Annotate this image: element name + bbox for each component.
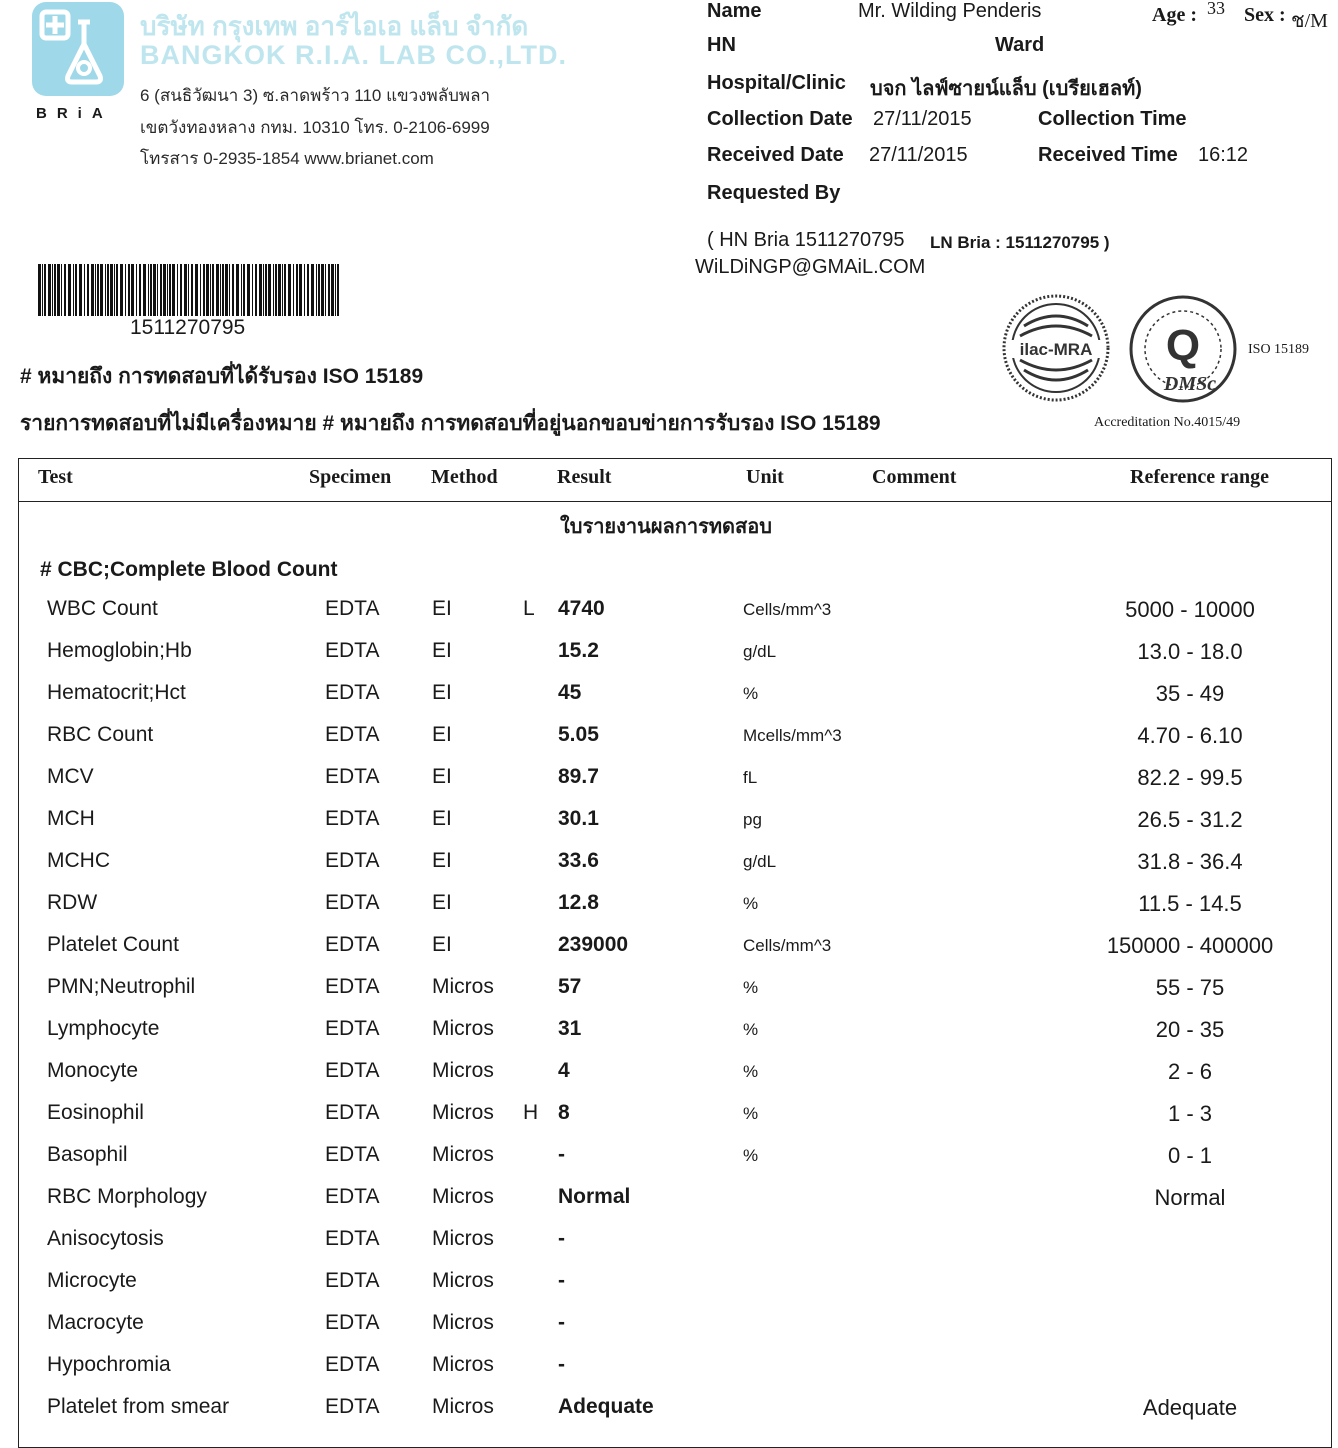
barcode-bar bbox=[311, 264, 314, 316]
reference-range: 82.2 - 99.5 bbox=[1137, 765, 1243, 790]
barcode-bar bbox=[273, 264, 274, 316]
iso-label: ISO 15189 bbox=[1248, 342, 1310, 357]
barcode-bar bbox=[243, 264, 245, 316]
age-label: Age : bbox=[1152, 4, 1197, 26]
specimen: EDTA bbox=[325, 1059, 380, 1082]
specimen: EDTA bbox=[325, 1269, 380, 1292]
barcode-bar bbox=[52, 264, 53, 316]
collection-date-value: 27/11/2015 bbox=[873, 108, 972, 130]
method: EI bbox=[432, 723, 452, 746]
barcode-bar bbox=[188, 264, 189, 316]
barcode-bar bbox=[206, 264, 209, 316]
barcode-bar bbox=[95, 264, 96, 316]
col-header-unit: Unit bbox=[746, 466, 784, 488]
dms-quality-seal bbox=[1128, 294, 1238, 404]
result-value: 31 bbox=[558, 1017, 582, 1040]
barcode-bar bbox=[293, 264, 294, 316]
flask-cross-icon bbox=[32, 2, 124, 96]
collection-date-label: Collection Date bbox=[707, 108, 853, 130]
test-name: PMN;Neutrophil bbox=[47, 975, 196, 998]
reference-range: 31.8 - 36.4 bbox=[1137, 849, 1243, 874]
reference-range: 2 - 6 bbox=[1167, 1059, 1213, 1084]
barcode-bar bbox=[325, 264, 326, 316]
test-name: RBC Morphology bbox=[47, 1185, 207, 1208]
table-row bbox=[0, 1269, 1338, 1311]
specimen: EDTA bbox=[325, 681, 380, 704]
table-row bbox=[0, 891, 1338, 933]
barcode-bar bbox=[180, 264, 182, 316]
barcode-bar bbox=[100, 264, 103, 316]
reference-range: Adequate bbox=[1142, 1395, 1238, 1420]
col-header-test: Test bbox=[38, 466, 73, 488]
accreditation-note-2: รายการทดสอบที่ไม่มีเครื่องหมาย # หมายถึง การทดสอบที่อยู่นอกขอบข่ายการรับรอง ISO 15189 bbox=[20, 412, 881, 435]
lab-address-line-3: โทรสาร 0-2935-1854 www.brianet.com bbox=[140, 149, 434, 168]
test-name: Eosinophil bbox=[47, 1101, 144, 1124]
col-header-comment: Comment bbox=[872, 466, 957, 488]
hospital-label: Hospital/Clinic bbox=[707, 72, 846, 94]
method: Micros bbox=[432, 1353, 494, 1376]
barcode-bar bbox=[265, 264, 267, 316]
barcode-bar bbox=[54, 264, 56, 316]
unit: % bbox=[743, 1020, 759, 1039]
age-value: 33 bbox=[1207, 0, 1225, 18]
barcode-bar bbox=[282, 264, 283, 316]
result-value: 15.2 bbox=[558, 639, 599, 662]
barcode-bar bbox=[321, 264, 324, 316]
barcode-bar bbox=[143, 264, 146, 316]
barcode-bar bbox=[200, 264, 201, 316]
reference-range: 11.5 - 14.5 bbox=[1138, 891, 1242, 916]
received-time-label: Received Time bbox=[1038, 144, 1178, 166]
unit: % bbox=[743, 1104, 759, 1123]
test-name: Microcyte bbox=[47, 1269, 137, 1292]
barcode-bar bbox=[252, 264, 253, 316]
ln-bria: LN Bria : 1511270795 ) bbox=[930, 233, 1110, 252]
result-value: - bbox=[558, 1143, 565, 1166]
table-row bbox=[0, 765, 1338, 807]
section-heading: # CBC;Complete Blood Count bbox=[40, 558, 338, 581]
lab-address-line-1: 6 (สนธิวัฒนา 3) ซ.ลาดพร้าว 110 แขวงพลับพลา bbox=[140, 86, 491, 105]
table-row bbox=[0, 1101, 1338, 1143]
test-name: Platelet from smear bbox=[47, 1395, 230, 1418]
barcode-bar bbox=[184, 264, 187, 316]
barcode-bar bbox=[304, 264, 305, 316]
table-row bbox=[0, 1143, 1338, 1185]
table-row bbox=[0, 681, 1338, 723]
test-name: Hemoglobin;Hb bbox=[47, 639, 192, 662]
barcode-bar bbox=[114, 264, 115, 316]
method: Micros bbox=[432, 1059, 494, 1082]
specimen: EDTA bbox=[325, 807, 380, 830]
table-row bbox=[0, 639, 1338, 681]
specimen: EDTA bbox=[325, 849, 380, 872]
result-value: - bbox=[558, 1353, 565, 1376]
barcode-bar bbox=[335, 264, 336, 316]
unit: pg bbox=[743, 810, 762, 829]
specimen: EDTA bbox=[325, 639, 380, 662]
reference-range: 5000 - 10000 bbox=[1125, 597, 1255, 622]
test-name: MCV bbox=[47, 765, 94, 788]
unit: Cells/mm^3 bbox=[743, 936, 832, 955]
method: EI bbox=[432, 639, 452, 662]
table-row bbox=[0, 1353, 1338, 1395]
barcode-bar bbox=[216, 264, 219, 316]
result-value: 4740 bbox=[558, 597, 605, 620]
barcode-bar bbox=[139, 264, 141, 316]
barcode-bar bbox=[307, 264, 309, 316]
barcode-bar bbox=[42, 264, 43, 316]
col-header-result: Result bbox=[557, 466, 612, 488]
table-header-divider bbox=[18, 501, 1332, 502]
barcode-bar bbox=[220, 264, 221, 316]
barcode-bar bbox=[191, 264, 193, 316]
barcode-bar bbox=[241, 264, 242, 316]
barcode-bar bbox=[337, 264, 339, 316]
unit: g/dL bbox=[743, 852, 777, 871]
barcode-bar bbox=[222, 264, 224, 316]
barcode-bar bbox=[148, 264, 149, 316]
unit: % bbox=[743, 684, 759, 703]
barcode-bar bbox=[61, 264, 62, 316]
col-header-specimen: Specimen bbox=[309, 466, 392, 488]
report-title: ใบรายงานผลการทดสอบ bbox=[560, 516, 772, 538]
result-flag: L bbox=[523, 597, 535, 620]
method: EI bbox=[432, 807, 452, 830]
specimen: EDTA bbox=[325, 1311, 380, 1334]
table-row bbox=[0, 975, 1338, 1017]
barcode-bar bbox=[210, 264, 211, 316]
barcode-bar bbox=[153, 264, 156, 316]
sex-label: Sex : bbox=[1244, 4, 1286, 26]
barcode-bar bbox=[225, 264, 228, 316]
result-value: 45 bbox=[558, 681, 582, 704]
reference-range: 35 - 49 bbox=[1155, 681, 1225, 706]
barcode-bar bbox=[212, 264, 214, 316]
specimen: EDTA bbox=[325, 1017, 380, 1040]
result-value: 239000 bbox=[558, 933, 629, 956]
barcode-bar bbox=[236, 264, 239, 316]
sex-value: ช/M bbox=[1291, 10, 1328, 32]
barcode-bar bbox=[232, 264, 234, 316]
barcode-bar bbox=[284, 264, 286, 316]
specimen: EDTA bbox=[325, 723, 380, 746]
table-row bbox=[0, 723, 1338, 765]
barcode-bar bbox=[160, 264, 162, 316]
patient-email: WiLDiNGP@GMAiL.COM bbox=[695, 256, 926, 278]
test-name: Platelet Count bbox=[47, 933, 179, 956]
test-name: WBC Count bbox=[47, 597, 158, 620]
barcode-bar bbox=[105, 264, 106, 316]
barcode-bar bbox=[288, 264, 291, 316]
table-row bbox=[0, 849, 1338, 891]
barcode-bar bbox=[299, 264, 302, 316]
barcode-bar bbox=[167, 264, 168, 316]
barcode-bar bbox=[275, 264, 277, 316]
barcode-bar bbox=[172, 264, 175, 316]
col-header-reference: Reference range bbox=[1130, 466, 1270, 488]
received-time-value: 16:12 bbox=[1198, 144, 1249, 166]
barcode-bar bbox=[57, 264, 60, 316]
unit: Cells/mm^3 bbox=[743, 600, 832, 619]
barcode-bar bbox=[259, 264, 262, 316]
result-value: 89.7 bbox=[558, 765, 599, 788]
patient-name: Mr. Wilding Penderis bbox=[858, 0, 1042, 22]
table-row bbox=[0, 1395, 1338, 1437]
barcode-bar bbox=[278, 264, 281, 316]
barcode-bar bbox=[163, 264, 166, 316]
hn-bria: ( HN Bria 1511270795 bbox=[707, 229, 905, 251]
barcode-bar bbox=[44, 264, 46, 316]
barcode-bar bbox=[107, 264, 109, 316]
lab-name-english: BANGKOK R.I.A. LAB CO.,LTD. bbox=[140, 40, 567, 70]
table-row bbox=[0, 1227, 1338, 1269]
barcode-bar bbox=[328, 264, 330, 316]
barcode-bar bbox=[79, 264, 82, 316]
lab-name-thai: บริษัท กรุงเทพ อาร์ไอเอ แล็บ จำกัด bbox=[140, 11, 529, 41]
barcode-bar bbox=[157, 264, 158, 316]
barcode-bar bbox=[229, 264, 230, 316]
result-value: 12.8 bbox=[558, 891, 599, 914]
method: EI bbox=[432, 765, 452, 788]
specimen: EDTA bbox=[325, 933, 380, 956]
dms-text: DMSc bbox=[1163, 373, 1217, 395]
result-value: - bbox=[558, 1227, 565, 1250]
method: EI bbox=[432, 891, 452, 914]
specimen: EDTA bbox=[325, 1101, 380, 1124]
test-name: Basophil bbox=[47, 1143, 128, 1166]
ilac-mra-seal bbox=[1002, 292, 1110, 404]
result-value: 33.6 bbox=[558, 849, 599, 872]
barcode-bar bbox=[110, 264, 113, 316]
test-name: Anisocytosis bbox=[47, 1227, 164, 1250]
barcode-bar bbox=[195, 264, 198, 316]
hn-label: HN bbox=[707, 34, 736, 56]
method: EI bbox=[432, 597, 452, 620]
result-value: Adequate bbox=[558, 1395, 654, 1418]
accreditation-number: Accreditation No.4015/49 bbox=[1094, 415, 1241, 430]
method: EI bbox=[432, 933, 452, 956]
specimen: EDTA bbox=[325, 1143, 380, 1166]
name-label: Name bbox=[707, 0, 762, 22]
reference-range: 150000 - 400000 bbox=[1106, 933, 1274, 958]
ilac-text: ilac-MRA bbox=[1019, 340, 1093, 359]
specimen-barcode bbox=[38, 264, 340, 316]
specimen: EDTA bbox=[325, 1185, 380, 1208]
unit: % bbox=[743, 894, 759, 913]
table-row bbox=[0, 807, 1338, 849]
ward-label: Ward bbox=[995, 34, 1045, 56]
accreditation-note-1: # หมายถึง การทดสอบที่ได้รับรอง ISO 15189 bbox=[20, 365, 424, 388]
specimen: EDTA bbox=[325, 765, 380, 788]
test-name: Lymphocyte bbox=[47, 1017, 160, 1040]
hospital-value: บจก ไลฟ์ซายน์แล็บ (เบรียเฮลท์) bbox=[870, 78, 1142, 100]
barcode-number: 1511270795 bbox=[130, 316, 246, 339]
unit: % bbox=[743, 978, 759, 997]
lab-address-line-2: เขตวังทองหลาง กทม. 10310 โทร. 0-2106-6999 bbox=[140, 118, 490, 137]
specimen: EDTA bbox=[325, 1353, 380, 1376]
unit: % bbox=[743, 1146, 759, 1165]
test-name: MCHC bbox=[47, 849, 110, 872]
test-name: RDW bbox=[47, 891, 98, 914]
reference-range: Normal bbox=[1154, 1185, 1226, 1210]
table-row bbox=[0, 1059, 1338, 1101]
method: Micros bbox=[432, 1269, 494, 1292]
barcode-bar bbox=[116, 264, 118, 316]
reference-range: 20 - 35 bbox=[1155, 1017, 1225, 1042]
barcode-bar bbox=[84, 264, 85, 316]
test-name: Hematocrit;Hct bbox=[47, 681, 186, 704]
reference-range: 55 - 75 bbox=[1155, 975, 1225, 1000]
table-row bbox=[0, 1185, 1338, 1227]
specimen: EDTA bbox=[325, 597, 380, 620]
table-row bbox=[0, 597, 1338, 639]
table-row bbox=[0, 1311, 1338, 1353]
method: EI bbox=[432, 849, 452, 872]
test-name: Monocyte bbox=[47, 1059, 139, 1082]
unit: g/dL bbox=[743, 642, 777, 661]
barcode-bar bbox=[169, 264, 171, 316]
method: Micros bbox=[432, 1017, 494, 1040]
barcode-bar bbox=[177, 264, 178, 316]
test-name: RBC Count bbox=[47, 723, 154, 746]
barcode-bar bbox=[120, 264, 123, 316]
reference-range: 13.0 - 18.0 bbox=[1137, 639, 1243, 664]
method: Micros bbox=[432, 1143, 494, 1166]
table-row bbox=[0, 1017, 1338, 1059]
unit: Mcells/mm^3 bbox=[743, 726, 842, 745]
method: Micros bbox=[432, 975, 494, 998]
test-name: Hypochromia bbox=[47, 1353, 171, 1376]
requested-by-label: Requested By bbox=[707, 182, 841, 204]
barcode-bar bbox=[91, 264, 94, 316]
method: Micros bbox=[432, 1395, 494, 1418]
test-name: MCH bbox=[47, 807, 95, 830]
barcode-bar bbox=[268, 264, 271, 316]
barcode-bar bbox=[64, 264, 66, 316]
result-flag: H bbox=[523, 1101, 539, 1124]
dms-q: Q bbox=[1165, 321, 1201, 370]
received-date-label: Received Date bbox=[707, 144, 844, 166]
barcode-bar bbox=[316, 264, 317, 316]
test-name: Macrocyte bbox=[47, 1311, 144, 1334]
barcode-bar bbox=[97, 264, 99, 316]
barcode-bar bbox=[203, 264, 205, 316]
unit: fL bbox=[743, 768, 758, 787]
reference-range: 0 - 1 bbox=[1167, 1143, 1213, 1168]
barcode-bar bbox=[318, 264, 320, 316]
reference-range: 1 - 3 bbox=[1167, 1101, 1213, 1126]
specimen: EDTA bbox=[325, 975, 380, 998]
result-value: 5.05 bbox=[558, 723, 599, 746]
barcode-bar bbox=[128, 264, 130, 316]
result-value: - bbox=[558, 1311, 565, 1334]
barcode-bar bbox=[136, 264, 137, 316]
result-value: 30.1 bbox=[558, 807, 599, 830]
result-value: 57 bbox=[558, 975, 582, 998]
method: EI bbox=[432, 681, 452, 704]
barcode-bar bbox=[296, 264, 298, 316]
barcode-bar bbox=[331, 264, 334, 316]
method: Micros bbox=[432, 1185, 494, 1208]
barcode-bar bbox=[131, 264, 134, 316]
method: Micros bbox=[432, 1227, 494, 1250]
method: Micros bbox=[432, 1101, 494, 1124]
result-value: 4 bbox=[558, 1059, 570, 1082]
barcode-bar bbox=[255, 264, 257, 316]
barcode-bar bbox=[75, 264, 77, 316]
col-header-method: Method bbox=[431, 466, 498, 488]
unit: % bbox=[743, 1062, 759, 1081]
specimen: EDTA bbox=[325, 1395, 380, 1418]
table-row bbox=[0, 933, 1338, 975]
specimen: EDTA bbox=[325, 1227, 380, 1250]
collection-time-label: Collection Time bbox=[1038, 108, 1187, 130]
barcode-bar bbox=[247, 264, 250, 316]
method: Micros bbox=[432, 1311, 494, 1334]
barcode-bar bbox=[87, 264, 89, 316]
barcode-bar bbox=[73, 264, 74, 316]
result-value: 8 bbox=[558, 1101, 570, 1124]
barcode-bar bbox=[38, 264, 41, 316]
result-value: - bbox=[558, 1269, 565, 1292]
received-date-value: 27/11/2015 bbox=[869, 144, 968, 166]
reference-range: 4.70 - 6.10 bbox=[1137, 723, 1243, 748]
lab-logo bbox=[32, 2, 124, 96]
specimen: EDTA bbox=[325, 891, 380, 914]
reference-range: 26.5 - 31.2 bbox=[1137, 807, 1243, 832]
result-value: Normal bbox=[558, 1185, 631, 1208]
barcode-bar bbox=[263, 264, 264, 316]
logo-wordmark: BRiA bbox=[36, 105, 113, 122]
barcode-bar bbox=[68, 264, 71, 316]
barcode-bar bbox=[150, 264, 152, 316]
barcode-bar bbox=[48, 264, 51, 316]
barcode-bar bbox=[125, 264, 126, 316]
